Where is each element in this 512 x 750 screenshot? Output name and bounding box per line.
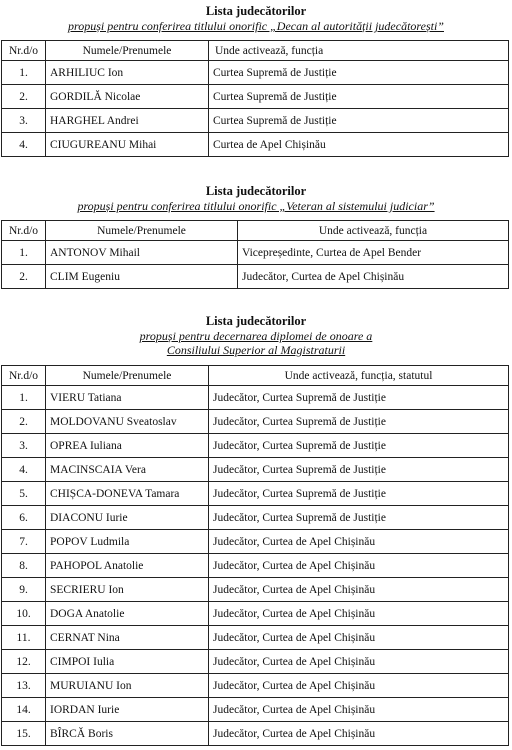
table-row (2, 458, 509, 482)
row-role: Judecător, Curtea de Apel Chișinău (209, 698, 509, 722)
row-number: 3. (2, 109, 46, 133)
row-name: PAHOPOL Anatolie (46, 554, 209, 578)
row-number: 3. (2, 434, 46, 458)
table-row (2, 554, 509, 578)
row-role: Judecător, Curtea de Apel Chișinău (238, 265, 509, 289)
table-row (2, 530, 509, 554)
table-row (2, 506, 509, 530)
row-name: ANTONOV Mihail (46, 241, 238, 265)
section-title: Lista judecătorilor (205, 314, 307, 328)
section-subtitle: propuși pentru conferirea titlului onorific „Veteran al sistemului judiciar” (77, 199, 435, 213)
row-name: SECRIERU Ion (46, 578, 209, 602)
row-role: Vicepreședinte, Curtea de Apel Bender (238, 241, 509, 265)
table-diploma (1, 365, 509, 746)
row-name: DIACONU Iurie (46, 506, 209, 530)
row-role: Curtea de Apel Chișinău (209, 133, 509, 157)
row-name: OPREA Iuliana (46, 434, 209, 458)
row-name: CHIȘCA-DONEVA Tamara (46, 482, 209, 506)
row-name: MOLDOVANU Sveatoslav (46, 410, 209, 434)
row-role: Curtea Supremă de Justiție (209, 85, 509, 109)
table-row (2, 482, 509, 506)
row-number: 6. (2, 506, 46, 530)
row-name: DOGA Anatolie (46, 602, 209, 626)
table-row (2, 674, 509, 698)
section-subtitle: propuși pentru decernarea diplomei de onoare a (139, 329, 373, 343)
table-row (2, 133, 509, 157)
row-role: Judecător, Curtea de Apel Chișinău (209, 554, 509, 578)
row-name: GORDILĂ Nicolae (46, 85, 209, 109)
table-row (2, 265, 509, 289)
table-row (2, 241, 509, 265)
row-role: Judecător, Curtea de Apel Chișinău (209, 578, 509, 602)
row-name: CERNAT Nina (46, 626, 209, 650)
row-number: 8. (2, 554, 46, 578)
section-title: Lista judecătorilor (205, 4, 307, 18)
row-name: IORDAN Iurie (46, 698, 209, 722)
row-role: Judecător, Curtea Supremă de Justiție (209, 434, 509, 458)
section-subtitle: propuși pentru conferirea titlului onorific „Decan al autorității judecătorești” (68, 19, 444, 33)
row-name: HARGHEL Andrei (46, 109, 209, 133)
section-subtitle: Consiliului Superior al Magistraturii (166, 343, 346, 357)
header-role: Unde activează, funcția, statutul (209, 366, 509, 386)
table-row (2, 109, 509, 133)
row-number: 1. (2, 61, 46, 85)
header-nr: Nr.d/o (2, 366, 46, 386)
row-number: 1. (2, 241, 46, 265)
table-row (2, 602, 509, 626)
row-number: 13. (2, 674, 46, 698)
row-number: 4. (2, 133, 46, 157)
section-title: Lista judecătorilor (205, 184, 307, 198)
row-role: Judecător, Curtea de Apel Chișinău (209, 722, 509, 746)
row-role: Judecător, Curtea de Apel Chișinău (209, 626, 509, 650)
row-name: BÎRCĂ Boris (46, 722, 209, 746)
table-row (2, 650, 509, 674)
row-number: 9. (2, 578, 46, 602)
row-name: CIUGUREANU Mihai (46, 133, 209, 157)
row-number: 2. (2, 265, 46, 289)
row-role: Judecător, Curtea de Apel Chișinău (209, 602, 509, 626)
row-role: Judecător, Curtea de Apel Chișinău (209, 674, 509, 698)
row-name: CLIM Eugeniu (46, 265, 238, 289)
section-decan (0, 4, 512, 33)
row-number: 10. (2, 602, 46, 626)
table-row (2, 626, 509, 650)
row-number: 11. (2, 626, 46, 650)
row-number: 7. (2, 530, 46, 554)
row-number: 4. (2, 458, 46, 482)
table-row (2, 722, 509, 746)
table-row (2, 434, 509, 458)
header-name: Numele/Prenumele (46, 41, 209, 61)
row-number: 14. (2, 698, 46, 722)
row-role: Judecător, Curtea Supremă de Justiție (209, 410, 509, 434)
header-name: Numele/Prenumele (46, 366, 209, 386)
row-role: Judecător, Curtea de Apel Chișinău (209, 530, 509, 554)
row-role: Curtea Supremă de Justiție (209, 109, 509, 133)
row-role: Judecător, Curtea Supremă de Justiție (209, 458, 509, 482)
row-role: Judecător, Curtea de Apel Chișinău (209, 650, 509, 674)
section-veteran (0, 184, 512, 213)
row-name: MURUIANU Ion (46, 674, 209, 698)
row-number: 15. (2, 722, 46, 746)
header-role: Unde activează, funcția (238, 221, 509, 241)
row-role: Judecător, Curtea Supremă de Justiție (209, 482, 509, 506)
row-number: 12. (2, 650, 46, 674)
row-name: ARHILIUC Ion (46, 61, 209, 85)
table-row (2, 698, 509, 722)
row-name: POPOV Ludmila (46, 530, 209, 554)
table-row (2, 386, 509, 410)
header-name: Numele/Prenumele (46, 221, 238, 241)
table-row (2, 410, 509, 434)
row-number: 2. (2, 410, 46, 434)
table-veteran (1, 220, 509, 289)
row-role: Judecător, Curtea Supremă de Justiție (209, 506, 509, 530)
table-decan (1, 40, 509, 157)
row-number: 1. (2, 386, 46, 410)
row-name: CIMPOI Iulia (46, 650, 209, 674)
header-nr: Nr.d/o (2, 221, 46, 241)
table-row (2, 578, 509, 602)
row-number: 5. (2, 482, 46, 506)
row-role: Curtea Supremă de Justiție (209, 61, 509, 85)
table-row (2, 85, 509, 109)
row-role: Judecător, Curtea Supremă de Justiție (209, 386, 509, 410)
section-diploma (0, 314, 512, 357)
row-number: 2. (2, 85, 46, 109)
row-name: VIERU Tatiana (46, 386, 209, 410)
row-name: MACINSCAIA Vera (46, 458, 209, 482)
header-nr: Nr.d/o (2, 41, 46, 61)
header-role: Unde activează, funcția (209, 41, 509, 61)
table-row (2, 61, 509, 85)
